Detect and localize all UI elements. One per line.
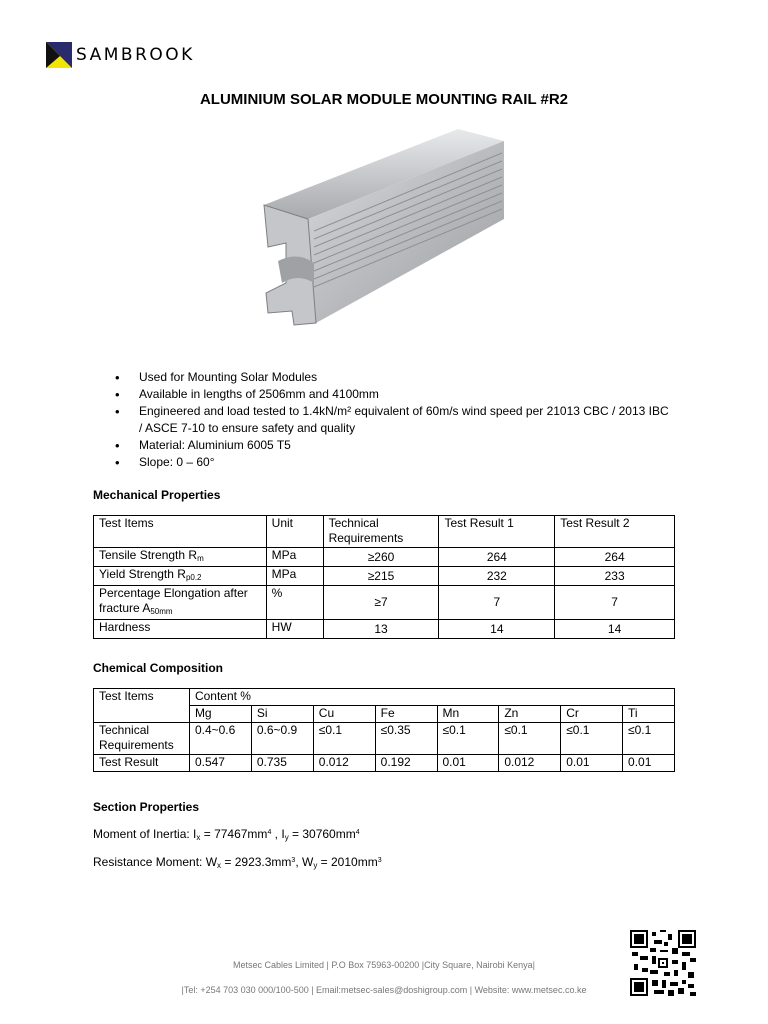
value-cell: 0.012 [313,755,375,772]
element-cell: Cu [313,706,375,723]
table-row [94,620,675,639]
element-cell: Zn [499,706,561,723]
logo-mark-icon [46,42,72,68]
logo-text: SAMBROOK [76,45,195,65]
element-cell: Ti [623,706,675,723]
label-cell: Test Result [94,755,190,772]
element-cell: Fe [375,706,437,723]
label-cell: Technical Requirements [94,723,190,755]
unit-cell: HW [266,620,323,639]
table-row [94,567,675,586]
element-cell: Mg [189,706,251,723]
feature-item: • Used for Mounting Solar Modules [115,369,675,386]
value-cell: 0.012 [499,755,561,772]
value-cell: ≤0.1 [561,723,623,755]
result2-cell: 7 [555,586,675,620]
result1-cell: 232 [439,567,555,586]
value-cell: 0.4~0.6 [189,723,251,755]
result2-cell: 14 [555,620,675,639]
result1-cell: 264 [439,548,555,567]
header-cell: Test Items [94,516,267,548]
value-cell: 0.6~0.9 [251,723,313,755]
header-cell: Unit [266,516,323,548]
feature-item: • Material: Aluminium 6005 T5 [115,437,675,454]
item-cell: Tensile Strength $R_m$ [94,548,267,567]
value-cell: 0.547 [189,755,251,772]
item-cell: Hardness [94,620,267,639]
mounting-rail-image [258,123,508,341]
req-cell: 13 [323,620,439,639]
company-logo [46,40,195,70]
unit-cell: % [266,586,323,620]
result2-cell: 264 [555,548,675,567]
unit-cell: MPa [266,548,323,567]
footer-address: Metsec Cables Limited | P.O Box 75963-00200 |City Square, Nairobi Kenya| [232,960,535,970]
page-title: ALUMINIUM SOLAR MODULE MOUNTING RAIL #R2 [199,91,569,108]
table-row [94,723,675,755]
footer-contact: |Tel: +254 703 030 000/100-500 | Email:metsec-sales@doshigroup.com | Website: www.metsec.co.ke [181,985,587,995]
mechanical-properties-heading: Mechanical Properties [93,488,221,502]
feature-list [115,369,675,471]
section-properties-heading: Section Properties [93,800,200,814]
resistance-moment: Resistance Moment: $W_x = 2923.3mm^3$, $W_y = 2010mm^3$ [93,855,382,870]
header-cell: Technical Requirements [323,516,439,548]
item-cell: Percentage Elongation after fracture $A_{50mm}$ [94,586,267,620]
mechanical-properties-table [93,515,675,639]
value-cell: 0.192 [375,755,437,772]
value-cell: ≤0.35 [375,723,437,755]
value-cell: 0.01 [437,755,499,772]
chemical-composition-heading: Chemical Composition [93,661,224,675]
table-row [94,586,675,620]
req-cell: ≥7 [323,586,439,620]
result1-cell: 7 [439,586,555,620]
value-cell: ≤0.1 [623,723,675,755]
table-row [94,755,675,772]
header-cell: Test Result 1 [439,516,555,548]
result2-cell: 233 [555,567,675,586]
element-cell: Mn [437,706,499,723]
result1-cell: 14 [439,620,555,639]
table-header-row [94,516,675,548]
element-cell: Cr [561,706,623,723]
req-cell: ≥215 [323,567,439,586]
feature-item: • Engineered and load tested to 1.4kN/m² equivalent of 60m/s wind speed per 21013 CBC / 2013 IBC / ASCE 7-10 to ensure safety and quality [115,403,675,437]
value-cell: ≤0.1 [499,723,561,755]
value-cell: 0.01 [623,755,675,772]
value-cell: 0.735 [251,755,313,772]
feature-item: • Available in lengths of 2506mm and 4100mm [115,386,675,403]
chemical-composition-table [93,688,675,772]
value-cell: 0.01 [561,755,623,772]
element-cell: Si [251,706,313,723]
req-cell: ≥260 [323,548,439,567]
table-header-row [94,689,675,706]
feature-item: • Slope: 0 – 60° [115,454,675,471]
header-cell: Test Items [94,689,190,723]
moment-of-inertia: Moment of Inertia: $I_x = 77467mm^4$ , $I_y = 30760mm^4$ [93,827,360,842]
value-cell: ≤0.1 [313,723,375,755]
header-cell: Content % [189,689,674,706]
value-cell: ≤0.1 [437,723,499,755]
unit-cell: MPa [266,567,323,586]
table-row [94,548,675,567]
item-cell: Yield Strength $R_{p0.2}$ [94,567,267,586]
header-cell: Test Result 2 [555,516,675,548]
